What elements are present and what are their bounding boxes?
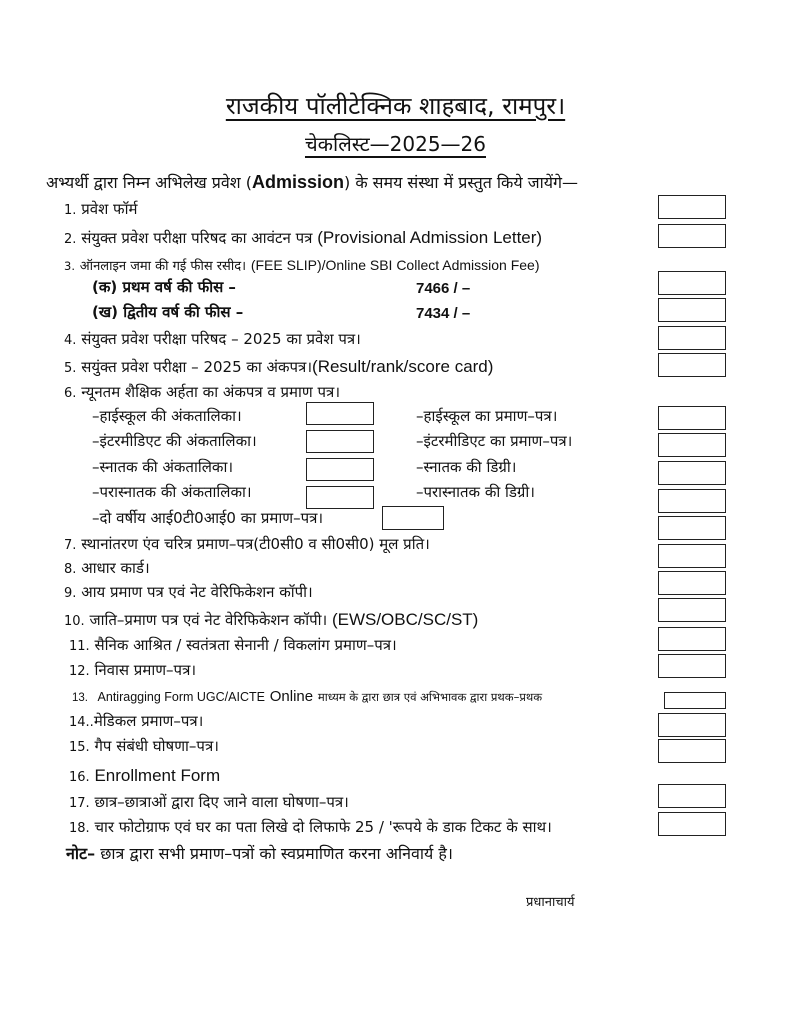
checkbox-pg-marks[interactable] — [306, 486, 374, 509]
item-3b: (ख) द्वितीय वर्ष की फीस – — [92, 303, 244, 321]
item-7: 7. स्थानांतरण एंव चरित्र प्रमाण–पत्र(टी0सी0 व सी0सी0) मूल प्रति। — [64, 535, 430, 553]
item-3a: (क) प्रथम वर्ष की फीस – — [92, 278, 236, 296]
checkbox-pg-cert[interactable] — [658, 489, 726, 513]
page-title: राजकीय पॉलीटेक्निक शाहबाद, रामपुर। — [225, 92, 566, 120]
item-4: 4. संयुक्त प्रवेश परीक्षा परिषद – 2025 का प्रवेश पत्र। — [64, 330, 361, 348]
signature-principal: प्रधानाचार्य — [526, 895, 575, 910]
checkbox-item-15[interactable] — [658, 739, 726, 763]
item-3b-amount: 7434 / – — [416, 305, 471, 322]
item-6-grad-marks: –स्नातक की अंकतालिका। — [92, 458, 234, 476]
item-6-pg-cert: –परास्नातक की डिग्री। — [416, 483, 535, 501]
item-6: 6. न्यूनतम शैक्षिक अर्हता का अंकपत्र व प्रमाण पत्र। — [64, 383, 341, 401]
item-3: 3. ऑनलाइन जमा की गई फीस रसीद। (FEE SLIP)/Online SBI Collect Admission Fee) — [64, 257, 540, 274]
item-12: 12. निवास प्रमाण–पत्र। — [69, 661, 197, 679]
item-3a-amount: 7466 / – — [416, 280, 471, 297]
checkbox-item-18[interactable] — [658, 812, 726, 836]
item-13: 13. Antiragging Form UGC/AICTE Online माध्यम के द्वारा छात्र एवं अभिभावक द्वारा प्रथक–प्रथक — [72, 688, 543, 705]
checkbox-iti[interactable] — [382, 506, 444, 530]
item-2: 2. संयुक्त प्रवेश परीक्षा परिषद का आवंटन पत्र (Provisional Admission Letter) — [64, 228, 543, 247]
checkbox-inter-cert[interactable] — [658, 433, 726, 457]
item-16: 16. Enrollment Form — [69, 766, 221, 785]
checkbox-hs-marks[interactable] — [306, 402, 374, 425]
checkbox-item-5[interactable] — [658, 353, 726, 377]
checkbox-item-9[interactable] — [658, 598, 726, 622]
item-6-pg-marks: –परास्नातक की अंकतालिका। — [92, 483, 252, 501]
item-8: 8. आधार कार्ड। — [64, 559, 150, 577]
item-17: 17. छात्र–छात्राओं द्वारा दिए जाने वाला घोषणा–पत्र। — [69, 793, 349, 811]
checkbox-item-8[interactable] — [658, 571, 726, 595]
checkbox-inter-marks[interactable] — [306, 430, 374, 453]
item-14: 14..मेडिकल प्रमाण–पत्र। — [69, 712, 204, 730]
checkbox-item-3b[interactable] — [658, 298, 726, 322]
item-6-highschool-cert: –हाईस्कूल का प्रमाण–पत्र। — [416, 407, 558, 425]
item-6-highschool-marks: –हाईस्कूल की अंकतालिका। — [92, 407, 242, 425]
intro-text: अभ्यर्थी द्वारा निम्न अभिलेख प्रवेश (Admission) के समय संस्था में प्रस्तुत किये जायेंगे— — [46, 172, 579, 192]
checkbox-item-1[interactable] — [658, 195, 726, 219]
checkbox-item-11[interactable] — [658, 654, 726, 678]
item-10: 10. जाति–प्रमाण पत्र एवं नेट वेरिफिकेशन कॉपी। (EWS/OBC/SC/ST) — [64, 610, 479, 629]
item-15: 15. गैप संबंधी घोषणा–पत्र। — [69, 737, 219, 755]
checkbox-item-14[interactable] — [658, 713, 726, 737]
checkbox-item-10[interactable] — [658, 627, 726, 651]
item-1: 1. प्रवेश फॉर्म — [64, 200, 138, 218]
checkbox-grad-cert[interactable] — [658, 461, 726, 485]
checkbox-item-3a[interactable] — [658, 271, 726, 295]
item-9: 9. आय प्रमाण पत्र एवं नेट वेरिफिकेशन कॉपी। — [64, 583, 313, 601]
item-6-inter-marks: –इंटरमीडिएट की अंकतालिका। — [92, 432, 257, 450]
item-6-inter-cert: –इंटरमीडिएट का प्रमाण–पत्र। — [416, 432, 573, 450]
page-subtitle: चेकलिस्ट—2025—26 — [304, 132, 486, 156]
checkbox-item-13[interactable] — [664, 692, 726, 709]
item-6-iti: –दो वर्षीय आई0टी0आई0 का प्रमाण–पत्र। — [92, 509, 324, 527]
note: नोट– छात्र द्वारा सभी प्रमाण–पत्रों को स्वप्रमाणित करना अनिवार्य है। — [66, 844, 453, 863]
item-18: 18. चार फोटोग्राफ एवं घर का पता लिखे दो लिफाफे 25 / 'रूपये के डाक टिकट के साथ। — [69, 818, 552, 836]
checkbox-grad-marks[interactable] — [306, 458, 374, 481]
item-11: 11. सैनिक आश्रित / स्वतंत्रता सेनानी / विकलांग प्रमाण–पत्र। — [69, 636, 397, 654]
checkbox-item-7[interactable] — [658, 544, 726, 568]
checkbox-item-17[interactable] — [658, 784, 726, 808]
checkbox-iti-right[interactable] — [658, 516, 726, 540]
checkbox-hs-cert[interactable] — [658, 406, 726, 430]
checkbox-item-2[interactable] — [658, 224, 726, 248]
checkbox-item-4[interactable] — [658, 326, 726, 350]
item-5: 5. सयुंक्त प्रवेश परीक्षा – 2025 का अंकपत्र।(Result/rank/score card) — [64, 357, 494, 376]
item-6-grad-cert: –स्नातक की डिग्री। — [416, 458, 517, 476]
